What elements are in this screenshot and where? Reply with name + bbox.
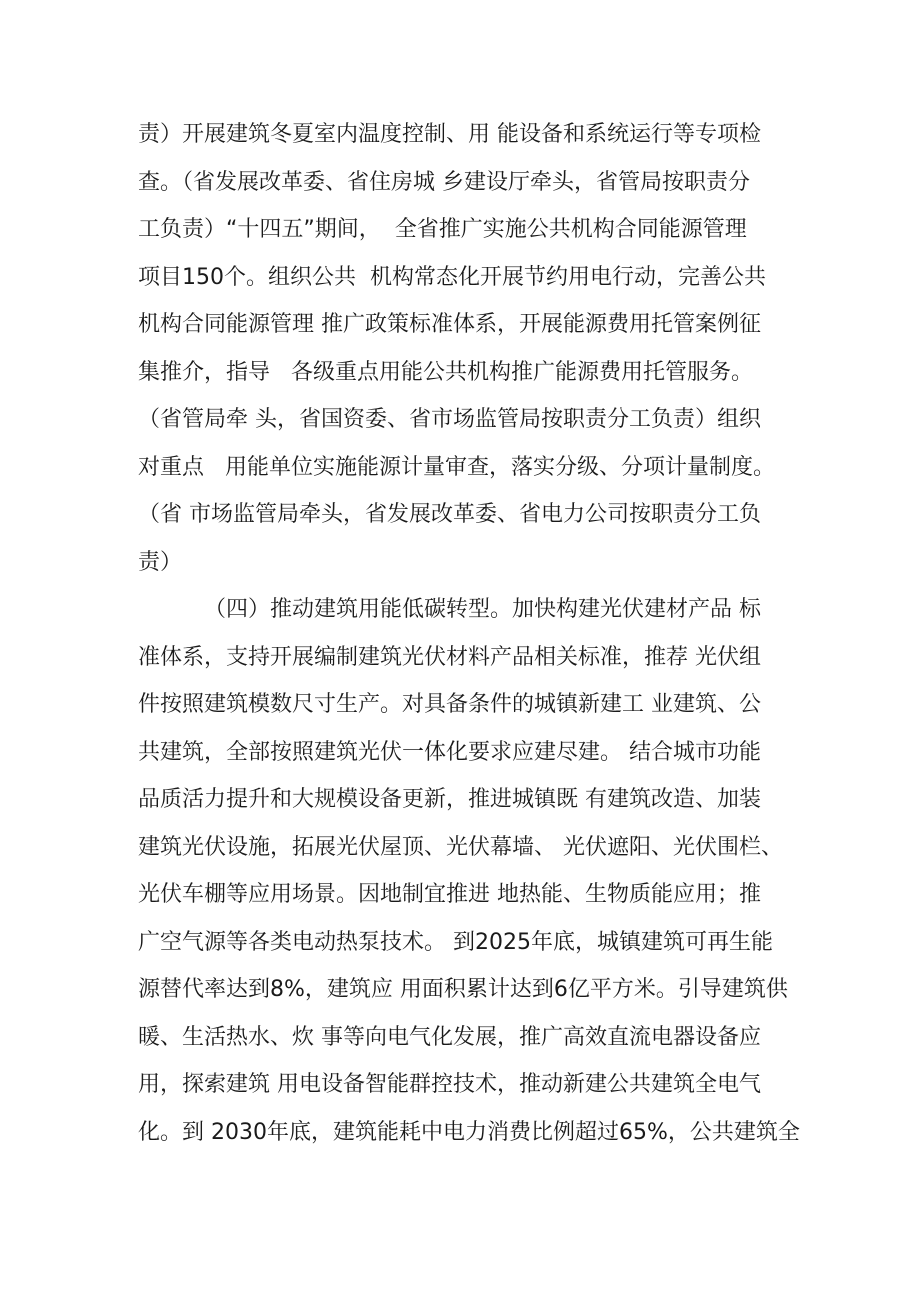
text-line: 光伏车棚等应用场景。因地制宜推进 地热能、生物质能应用；推 [138, 882, 761, 907]
body-text [138, 111, 798, 1156]
text-line: 用，探索建筑 用电设备智能群控技术，推动新建公共建筑全电气 [138, 1072, 761, 1097]
text-line: 共建筑，全部按照建筑光伏一体化要求应建尽建。 结合城市功能 [138, 739, 761, 765]
text-line: 责）开展建筑冬夏室内温度控制、用 能设备和系统运行等专项检 [138, 122, 761, 147]
text-line: （省管局牵 头，省国资委、省市场监管局按职责分工负责）组织 [138, 407, 761, 432]
text-line: 暖、生活热水、炊 事等向电气化发展，推广高效直流电器设备应 [138, 1024, 761, 1050]
text-line: （四）推动建筑用能低碳转型。加快构建光伏建材产品 标 [204, 597, 761, 622]
text-line: （省 市场监管局牵头，省发展改革委、省电力公司按职责分工负 [138, 502, 761, 527]
text-line: 准体系，支持开展编制建筑光伏材料产品相关标准，推荐 光伏组 [138, 644, 761, 670]
text-line: 机构合同能源管理 推广政策标准体系，开展能源费用托管案例征 [138, 312, 761, 337]
text-line: 广空气源等各类电动热泵技术。 到2025年底，城镇建筑可再生能 [138, 929, 773, 955]
text-line: 项目150个。组织公共 机构常态化开展节约用电行动，完善公共 [138, 264, 766, 290]
text-line: 工负责）“十四五”期间， 全省推广实施公共机构合同能源管理 [138, 217, 747, 242]
text-line: 查。（省发展改革委、省住房城 乡建设厅牵头，省管局按职责分 [138, 169, 750, 195]
text-line: 件按照建筑模数尺寸生产。对具备条件的城镇新建工 业建筑、公 [138, 692, 761, 717]
text-line: 源替代率达到8%，建筑应 用面积累计达到6亿平方米。引导建筑供 [138, 977, 788, 1002]
text-line: 化。到 2030年底，建筑能耗中电力消费比例超过65%，公共建筑全 [138, 1119, 800, 1145]
text-line: 集推介，指导 各级重点用能公共机构推广能源费用托管服务。 [138, 359, 753, 385]
text-line: 责） [138, 549, 183, 575]
text-line: 建筑光伏设施，拓展光伏屋顶、光伏幕墙、 光伏遮阳、光伏围栏、 [138, 834, 783, 860]
text-line: 对重点 用能单位实施能源计量审查，落实分级、分项计量制度。 [138, 454, 775, 480]
text-line: 品质活力提升和大规模设备更新，推进城镇既 有建筑改造、加装 [138, 787, 761, 812]
